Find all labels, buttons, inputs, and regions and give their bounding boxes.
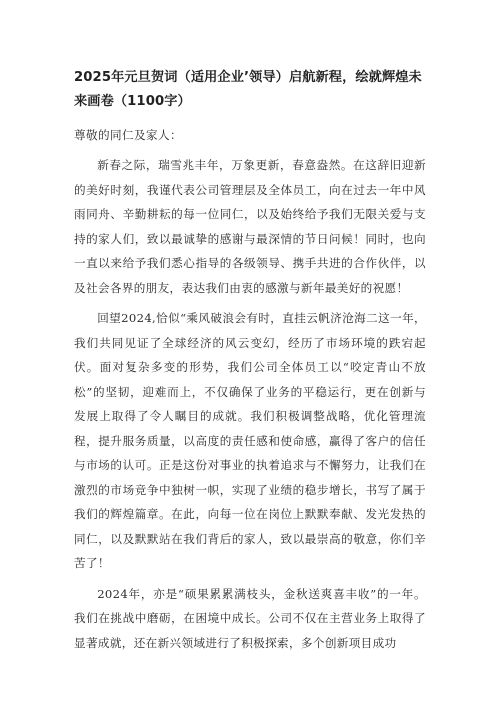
document-body [74, 66, 426, 661]
salutation: 尊敬的同仁及家人： [74, 128, 182, 142]
paragraph-review-2024: 回望2024,恰似“乘风破浪会有时，直挂云帆济沧海二这一年，我们共同见证了全球经济的风云变幻，经历了市场环境的跌宕起伏。面对复杂多变的形势，我们公司全体员工以“咬定青山不放松”的坚韧，迎难而上，不仅确保了业务的平稳运行，更在创新与发展上取得了令人瞩目的成就。我们积极调整战略，优化管理流程，提升服务质量，以高度的责任感和使命感，赢得了客户的信任与市场的认可。正是这份对事业的执着追求与不懈努力，让我们在激烈的市场竞争中独树一帜，实现了业绩的稳步增长，书写了属于我们的辉煌篇章。在此，向每一位在岗位上默默奉献、发光发热的同仁，以及默默站在我们背后的家人，致以最崇高的敬意，你们辛苦了！ [74, 311, 426, 570]
paragraph-opening: 新春之际，瑞雪兆丰年，万象更新，春意盎然。在这辞旧迎新的美好时刻，我谨代表公司管理层及全体员工，向在过去一年中风雨同舟、辛勤耕耘的每一位同仁，以及始终给予我们无限关爱与支持的家人们，致以最诚挚的感谢与最深情的节日问候！同时，也向一直以来给予我们悉心指导的各级领导、携手共进的合作伙伴，以及社会各界的朋友，表达我们由衷的感激与新年最美好的祝愿！ [74, 158, 426, 295]
paragraph-harvest-2024: 2024年，亦是“硕果累累满枝头，金秋送爽喜丰收”的一年。我们在挑战中磨砺，在困境中成长。公司不仅在主营业务上取得了显著成就，还在新兴领域进行了积极探索，多个创新项目成功 [74, 586, 426, 650]
document-title: 2025年元旦贺词（适用企业’领导）启航新程，绘就辉煌未来画卷（1100字） [74, 70, 422, 109]
